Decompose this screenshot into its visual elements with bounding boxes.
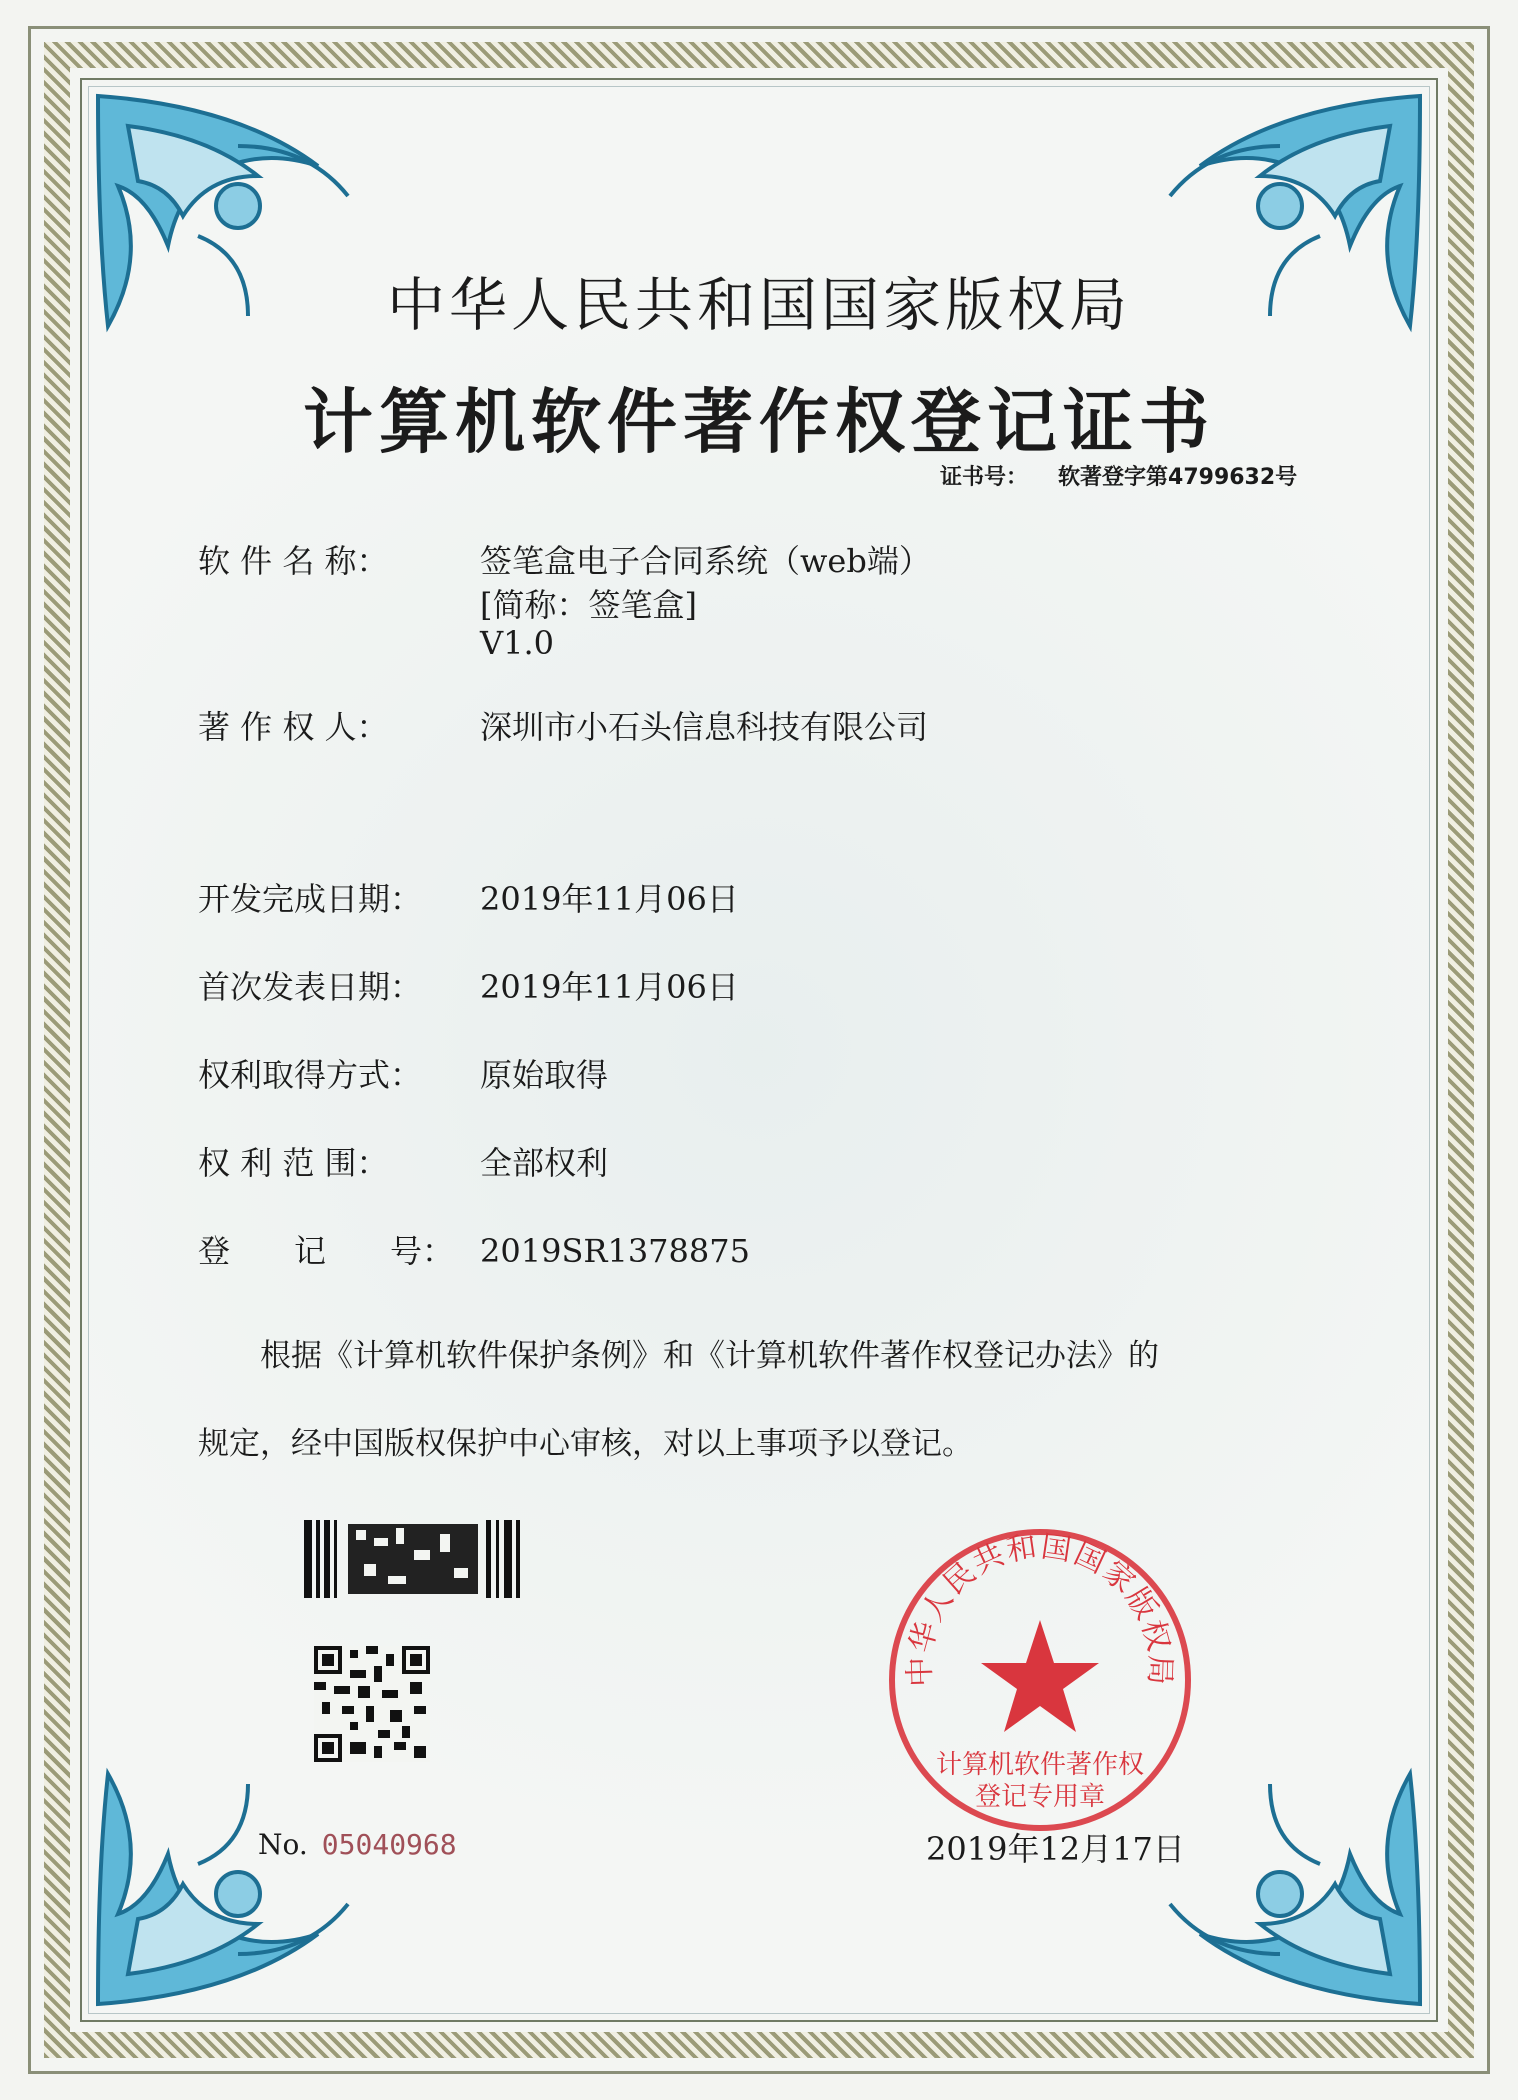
statement-line-2: 规定，经中国版权保护中心审核，对以上事项予以登记。	[198, 1426, 973, 1462]
dev-date-row	[198, 874, 739, 920]
barcode-image	[304, 1520, 524, 1598]
acquire-method-label: 权利取得方式：	[198, 1056, 423, 1094]
certificate-number	[940, 460, 1297, 491]
svg-text:登记专用章: 登记专用章	[974, 1782, 1106, 1812]
serial-number	[258, 1828, 457, 1861]
acquire-method-row	[198, 1050, 608, 1096]
acquire-method-value: 原始取得	[480, 1056, 609, 1094]
svg-text:中华人民共和国国家版权局: 中华人民共和国国家版权局	[902, 1529, 1178, 1688]
certificate-number-value: 软著登字第4799632号	[1058, 465, 1298, 490]
issuer-title: 中华人民共和国国家版权局	[386, 271, 1131, 339]
statement-line-1: 根据《计算机软件保护条例》和《计算机软件著作权登记办法》的	[198, 1338, 1159, 1374]
software-name-row	[198, 536, 931, 582]
dev-date-value: 2019年11月06日	[480, 880, 739, 918]
svg-text:计算机软件著作权: 计算机软件著作权	[935, 1750, 1145, 1780]
certificate-title: 计算机软件著作权登记证书	[303, 380, 1215, 463]
certificate-number-label: 证书号：	[940, 465, 1029, 490]
software-name-value: 签笔盒电子合同系统（web端）	[480, 542, 931, 580]
serial-number-value: 05040968	[321, 1828, 457, 1861]
software-short-name: [简称：签笔盒]	[480, 586, 697, 624]
issue-date: 2019年12月17日	[926, 1830, 1185, 1868]
rights-scope-label: 权 利 范 围：	[198, 1144, 389, 1182]
registration-number-value: 2019SR1378875	[480, 1232, 750, 1270]
pub-date-label: 首次发表日期：	[198, 968, 423, 1006]
pub-date-value: 2019年11月06日	[480, 968, 739, 1006]
registration-number-label: 登 记 号：	[198, 1232, 455, 1270]
software-version-row	[198, 624, 554, 662]
software-version: V1.0	[480, 624, 554, 662]
serial-number-label: No.	[258, 1828, 308, 1861]
software-short-name-row	[198, 580, 697, 626]
pub-date-row	[198, 962, 739, 1008]
owner-label: 著 作 权 人：	[198, 708, 389, 746]
software-name-label: 软 件 名 称：	[198, 542, 389, 580]
rights-scope-row	[198, 1138, 608, 1184]
owner-row	[198, 702, 928, 748]
rights-scope-value: 全部权利	[480, 1144, 609, 1182]
seal-star-icon	[981, 1620, 1099, 1732]
official-red-seal	[885, 1525, 1195, 1835]
dev-date-label: 开发完成日期：	[198, 880, 423, 918]
registration-number-row	[198, 1226, 750, 1272]
qr-code-image	[314, 1646, 430, 1762]
owner-value: 深圳市小石头信息科技有限公司	[480, 708, 929, 746]
